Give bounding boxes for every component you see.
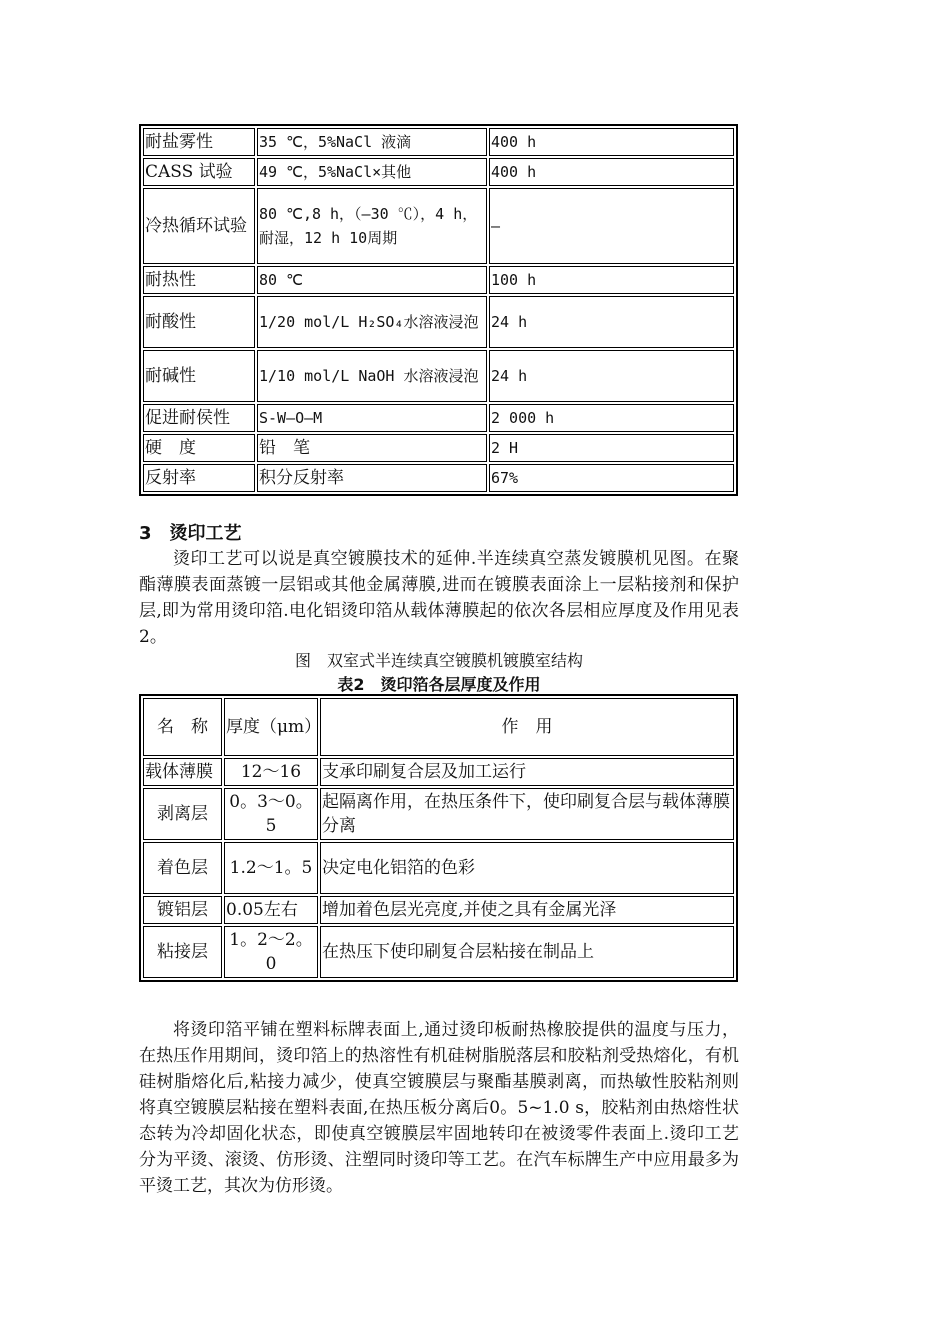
table-cell: 在热压下使印刷复合层粘接在制品上: [320, 926, 734, 978]
table-cell: S-W—O—M: [257, 404, 487, 432]
table-cell: 增加着色层光亮度,并使之具有金属光泽: [320, 896, 734, 924]
table-cell: 支承印刷复合层及加工运行: [320, 758, 734, 786]
table-cell: 35 ℃，5%NaCl 液滴: [257, 128, 487, 156]
table-cell: 剥离层: [143, 788, 222, 840]
table-cell: 1/10 mol/L NaOH 水溶液浸泡: [257, 350, 487, 402]
table-cell: —: [489, 188, 734, 264]
table-cell: 2 000 h: [489, 404, 734, 432]
table-row: [143, 842, 734, 894]
table-cell: 49 ℃，5%NaCl×其他: [257, 158, 487, 186]
table-row: [143, 266, 734, 294]
table-header-row: [143, 698, 734, 756]
table-cell: 67%: [489, 464, 734, 492]
table-row: [143, 434, 734, 462]
table-row: [143, 158, 734, 186]
table-cell: 积分反射率: [257, 464, 487, 492]
table-cell: 100 h: [489, 266, 734, 294]
table-row: [143, 188, 734, 264]
table-cell: 着色层: [143, 842, 222, 894]
paragraph: 烫印工艺可以说是真空镀膜技术的延伸.半连续真空蒸发镀膜机见图。在聚酯薄膜表面蒸镀一层铝或其他金属薄膜,进而在镀膜表面涂上一层粘接剂和保护层,即为常用烫印箔.电化铝烫印箔从载体薄膜起的依次各层相应厚度及作用见表2。: [139, 549, 739, 647]
table-row: [143, 464, 734, 492]
table-row: [143, 404, 734, 432]
table-cell: 起隔离作用，在热压条件下，使印刷复合层与载体薄膜分离: [320, 788, 734, 840]
table-cell: 耐酸性: [143, 296, 255, 348]
table-row: [143, 296, 734, 348]
table-cell: 24 h: [489, 296, 734, 348]
table-cell: 载体薄膜: [143, 758, 222, 786]
table-cell: 0。3～0。5: [224, 788, 318, 840]
table-row: [143, 896, 734, 924]
table-cell: 决定电化铝箔的色彩: [320, 842, 734, 894]
table-cell: 铅 笔: [257, 434, 487, 462]
table-cell: 1.2～1。5: [224, 842, 318, 894]
table-cell: 粘接层: [143, 926, 222, 978]
table-cell: 反射率: [143, 464, 255, 492]
table-row: [143, 758, 734, 786]
table-cell: 80 ℃: [257, 266, 487, 294]
table-cell: 1/20 mol/L H₂SO₄水溶液浸泡: [257, 296, 487, 348]
table-title: 表2 烫印箔各层厚度及作用: [337, 675, 541, 694]
section-heading: 3 烫印工艺: [139, 523, 242, 544]
foil-layers-table: [139, 694, 738, 982]
table-cell: 耐碱性: [143, 350, 255, 402]
column-header: 名 称: [143, 698, 222, 756]
column-header: 厚度（μm）: [224, 698, 318, 756]
table-cell: 耐盐雾性: [143, 128, 255, 156]
paragraph: 将烫印箔平铺在塑料标牌表面上,通过烫印板耐热橡胶提供的温度与压力，在热压作用期间，烫印箔上的热溶性有机硅树脂脱落层和胶粘剂受热熔化，有机硅树脂熔化后,粘接力减少，使真空镀膜层与聚酯基膜剥离，而热敏性胶粘剂则将真空镀膜层粘接在塑料表面,在热压板分离后0。5~1.0 s，胶粘剂由热熔性状态转为冷却固化状态，即使真空镀膜层牢固地转印在被烫零件表面上.烫印工艺分为平烫、滚烫、仿形烫、注塑同时烫印等工艺。在汽车标牌生产中应用最多为平烫工艺，其次为仿形烫。: [139, 1020, 739, 1196]
table-cell: 2 H: [489, 434, 734, 462]
table-row: [143, 788, 734, 840]
table-cell: 硬 度: [143, 434, 255, 462]
table-cell: 促进耐侯性: [143, 404, 255, 432]
table-row: [143, 350, 734, 402]
table-cell: 24 h: [489, 350, 734, 402]
table-cell: 12～16: [224, 758, 318, 786]
table-cell: 镀铝层: [143, 896, 222, 924]
table-row: [143, 926, 734, 978]
figure-caption: 图 双室式半连续真空镀膜机镀膜室结构: [294, 651, 583, 670]
table-cell: CASS 试验: [143, 158, 255, 186]
table-cell: 1。2～2。0: [224, 926, 318, 978]
table-cell: 400 h: [489, 158, 734, 186]
table-cell: 80 ℃,8 h，（—30 ℃），4 h，耐湿，12 h 10周期: [257, 188, 487, 264]
table-row: [143, 128, 734, 156]
table-cell: 耐热性: [143, 266, 255, 294]
column-header: 作 用: [320, 698, 734, 756]
table-cell: 冷热循环试验: [143, 188, 255, 264]
table-cell: 400 h: [489, 128, 734, 156]
performance-table: [139, 124, 738, 496]
table-cell: 0.05左右: [224, 896, 318, 924]
